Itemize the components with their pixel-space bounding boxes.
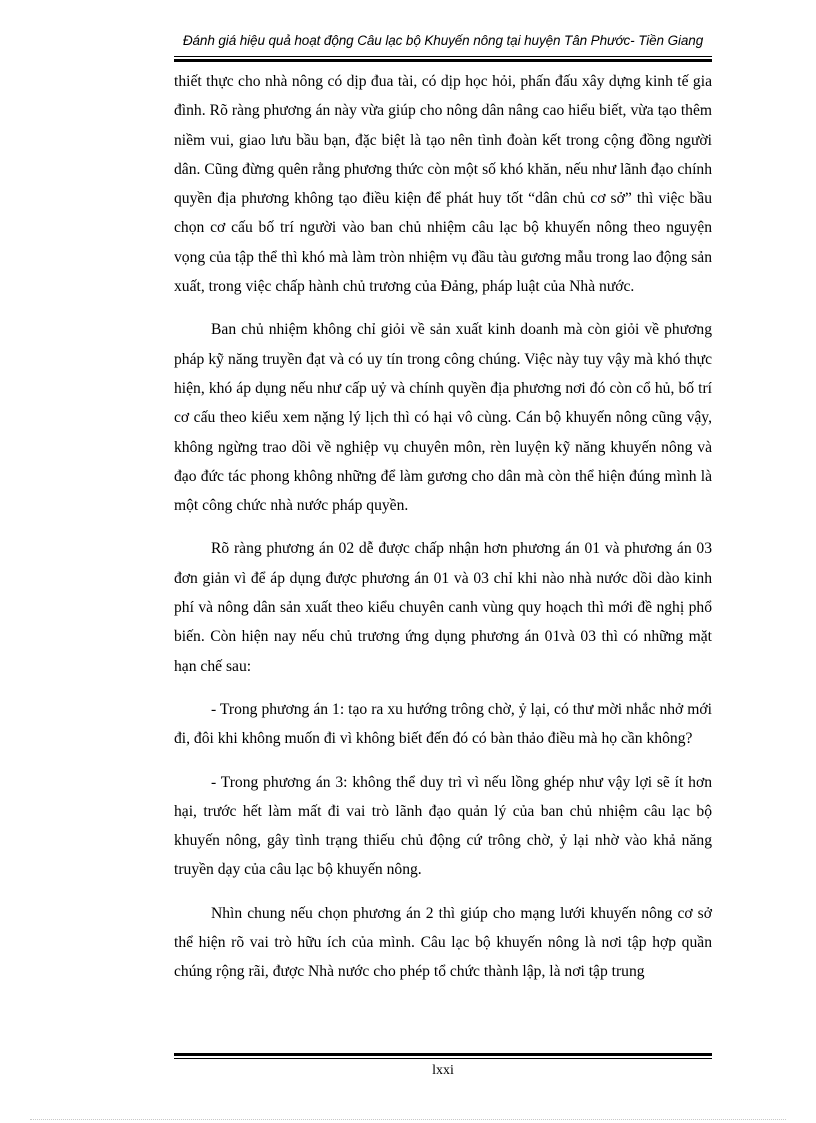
page-number: lxxi xyxy=(432,1063,454,1078)
paragraph-phuong-an-02: Rõ ràng phương án 02 dễ được chấp nhận hơn phương án 01 và phương án 03 đơn giản vì để áp dụng được phương án 01 và 03 chỉ khi nào nhà nước dồi dào kinh phí và nông dân sản xuất theo kiểu chuyên canh vùng quy hoạch thì mới đề nghị phổ biến. Còn hiện nay nếu chủ trương ứng dụng phương án 01và 03 thì có những mặt hạn chế sau: xyxy=(174,540,712,675)
running-header: Đánh giá hiệu quả hoạt động Câu lạc bộ Khuyến nông tại huyện Tân Phước- Tiền Giang xyxy=(182,33,704,48)
header-double-rule xyxy=(174,56,712,62)
paragraph-ban-chu-nhiem: Ban chủ nhiệm không chỉ giỏi về sản xuất kinh doanh mà còn giỏi về phương pháp kỹ năng truyền đạt và có uy tín trong công chúng. Việc này tuy vậy mà khó thực hiện, khó áp dụng nếu như cấp uỷ và chính quyền địa phương nơi đó còn cổ hủ, bố trí cơ cấu theo kiểu xem nặng lý lịch thì có hại vô cùng. Cán bộ khuyến nông cũng vậy, không ngừng trao dồi về nghiệp vụ chuyên môn, rèn luyện kỹ năng khuyến nông và đạo đức tác phong không những để làm gương cho dân mà còn thể hiện đúng mình là một công chức nhà nước pháp quyền. xyxy=(174,321,712,515)
footer-double-rule xyxy=(174,1053,712,1059)
list-item-phuong-an-1: - Trong phương án 1: tạo ra xu hướng trông chờ, ỷ lại, có thư mời nhắc nhở mới đi, đôi khi không muốn đi vì không biết đến đó có bàn thảo điều mà họ cần không? xyxy=(174,700,712,748)
page-edge-divider xyxy=(30,1119,786,1120)
paragraph-nhin-chung: Nhìn chung nếu chọn phương án 2 thì giúp cho mạng lưới khuyến nông cơ sở thể hiện rõ vai trò hữu ích của mình. Câu lạc bộ khuyến nông là nơi tập hợp quần chúng rộng rãi, được Nhà nước cho phép tổ chức thành lập, là nơi tập trung xyxy=(174,904,712,981)
list-item-phuong-an-3: - Trong phương án 3: không thể duy trì vì nếu lồng ghép như vậy lợi sẽ ít hơn hại, trước hết làm mất đi vai trò lãnh đạo quản lý của ban chủ nhiệm câu lạc bộ khuyến nông, gây tình trạng thiếu chủ động cứ trông chờ, ỷ lại nhờ vào khả năng truyền dạy của câu lạc bộ khuyến nông. xyxy=(174,773,712,879)
document-body xyxy=(174,67,712,1001)
paragraph-continued: thiết thực cho nhà nông có dịp đua tài, có dịp học hỏi, phấn đấu xây dựng kinh tế gia đình. Rõ ràng phương án này vừa giúp cho nông dân nâng cao hiểu biết, vừa tạo thêm niềm vui, giao lưu bầu bạn, đặc biệt là tạo nên tình đoàn kết trong cộng đồng người dân. Cũng đừng quên rằng phương thức còn một số khó khăn, nếu như lãnh đạo chính quyền địa phương không tạo điều kiện để phát huy tốt “dân chủ cơ sở” thì việc bầu chọn cơ cấu bố trí người vào ban chủ nhiệm câu lạc bộ khuyến nông theo nguyện vọng của tập thể thì khó mà làm tròn nhiệm vụ đầu tàu gương mẫu trong lao động sản xuất, trong việc chấp hành chủ trương của Đảng, pháp luật của Nhà nước. xyxy=(174,73,712,296)
